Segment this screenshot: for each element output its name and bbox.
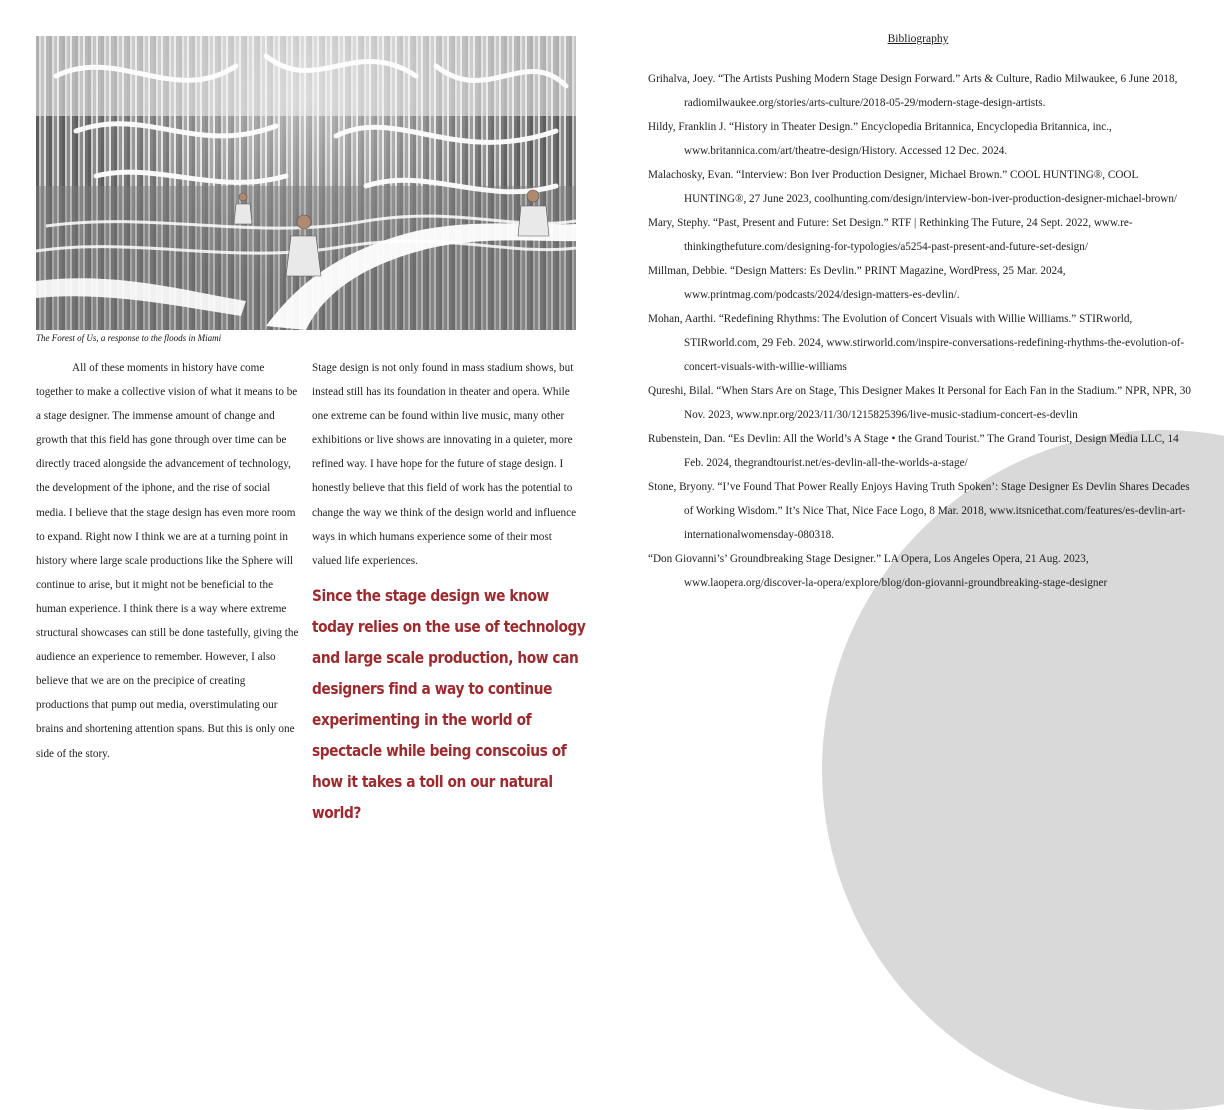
bibliography-entry: Rubenstein, Dan. “Es Devlin: All the World’s A Stage • the Grand Tourist.” The Grand Tourist, Design Media LLC, 14 Feb. 2024, thegrandtourist.net/es-devlin-all-the-worlds-a-stage/ <box>648 433 1179 469</box>
bibliography-entry: Malachosky, Evan. “Interview: Bon Iver Production Designer, Michael Brown.” COOL HUNTING®, COOL HUNTING®, 27 June 2023, coolhunting.com/design/interview-bon-iver-production-designer-michael-brown/ <box>648 169 1178 205</box>
bibliography-entry: Hildy, Franklin J. “History in Theater Design.” Encyclopedia Britannica, Encyclopedia Britannica, inc., www.britannica.com/art/theatre-design/History. Accessed 12 Dec. 2024. <box>648 121 1112 157</box>
pull-quote: Since the stage design we know today relies on the use of technology and large scale production, how can designers find a way to continue experimenting in the world of spectacle while being conscoius of how it takes a toll on our natural world? <box>312 586 586 822</box>
bibliography-entry: Stone, Bryony. “I’ve Found That Power Really Enjoys Having Truth Spoken’: Stage Designer Es Devlin Shares Decades of Working Wisdom.” It’s Nice That, Nice Face Logo, 8 Mar. 2018, www.itsnicethat.com/features/es-devlin-art-internationalwomensday-080318. <box>648 481 1190 541</box>
body-column-right <box>312 356 578 573</box>
body-column-left <box>36 356 300 766</box>
bibliography-entry: Millman, Debbie. “Design Matters: Es Devlin.” PRINT Magazine, WordPress, 25 Mar. 2024, www.printmag.com/podcasts/2024/design-matters-es-devlin/. <box>648 265 1066 301</box>
body-paragraph: All of these moments in history have come together to make a collective vision of what it means to be a stage designer. The immense amount of change and growth that this field has gone through over time can be directly traced alongside the advancement of technology, the development of the iphone, and the rise of social media. I believe that the stage design has even more room to expand. Right now I think we are at a turning point in history where large scale productions like the Sphere will continue to arise, but it might not be beneficial to the human experience. I think there is a way where extreme structural showcases can still be done tastefully, giving the audience an experience to remember. However, I also believe that we are on the precipice of creating productions that pump out media, overstimulating our brains and shortening attention spans. But this is only one side of the story. <box>36 362 299 760</box>
bibliography-title: Bibliography <box>887 33 949 45</box>
body-paragraph: Stage design is not only found in mass stadium shows, but instead still has its foundation in theater and opera. While one extreme can be found within live music, many other exhibitions or live shows are innovating in a quieter, more refined way. I have hope for the future of stage design. I honestly believe that this field of work has the potential to change the way we think of the design world and influence ways in which humans experience some of their most valued life experiences. <box>312 362 577 567</box>
stage-photo <box>36 36 576 330</box>
bibliography-entry: Qureshi, Bilal. “When Stars Are on Stage, This Designer Makes It Personal for Each Fan in the Stadium.” NPR, NPR, 30 Nov. 2023, www.npr.org/2023/11/30/1215825396/live-music-stadium-concert-es-devlin <box>648 385 1191 421</box>
bibliography-entry: Grihalva, Joey. “The Artists Pushing Modern Stage Design Forward.” Arts & Culture, Radio Milwaukee, 6 June 2018, radiomilwaukee.org/stories/arts-culture/2018-05-29/modern-stage-design-artists. <box>648 73 1178 109</box>
bibliography-list <box>648 67 1193 595</box>
bibliography-entry: Mohan, Aarthi. “Redefining Rhythms: The Evolution of Concert Visuals with Willie Williams.” STIRworld, STIRworld.com, 29 Feb. 2024, www.stirworld.com/inspire-conversations-redefining-rhythms-the-evolution-of-concert-visuals-with-willie-williams <box>648 313 1185 373</box>
photo-caption: The Forest of Us, a response to the floods in Miami <box>36 333 222 343</box>
stage-photo-illustration <box>36 36 576 330</box>
bibliography-entry: “Don Giovanni’s’ Groundbreaking Stage Designer.” LA Opera, Los Angeles Opera, 21 Aug. 2023, www.laopera.org/discover-la-opera/explore/blog/don-giovanni-groundbreaking-stage-designer <box>648 553 1108 589</box>
bibliography-entry: Mary, Stephy. “Past, Present and Future: Set Design.” RTF | Rethinking The Future, 24 Sept. 2022, www.re-thinkingthefuture.com/designing-for-typologies/a5254-past-present-and-future-set-design/ <box>648 217 1133 253</box>
